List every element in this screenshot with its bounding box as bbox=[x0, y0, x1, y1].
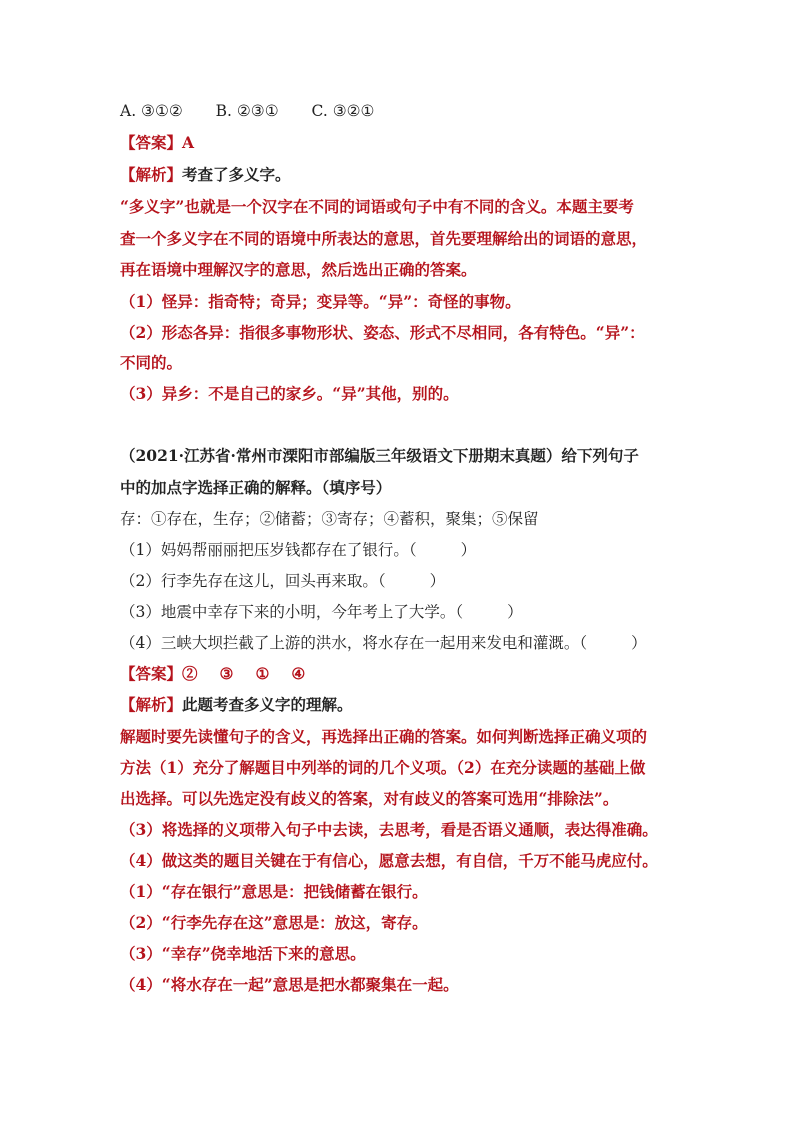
q2-item bbox=[120, 540, 476, 560]
q2-answer-row bbox=[120, 664, 305, 684]
q2-explanation-line: 解题时要先读懂句子的含义，再选择出正确的答案。如何判断选择正确义项的 bbox=[120, 727, 648, 746]
q2-explanation-line: 方法（1）充分了解题目中列举的词的几个义项。（2）在充分读题的基础上做 bbox=[120, 758, 646, 777]
q2-explanation-line: （1）“存在银行”意思是：把钱储蓄在银行。 bbox=[120, 882, 428, 901]
q1-options-row bbox=[120, 101, 374, 121]
q1-explanation-line: 再在语境中理解汉字的意思，然后选出正确的答案。 bbox=[120, 260, 477, 279]
q1-explanation-line: （1）怪异：指奇特；奇异；变异等。“异”：奇怪的事物。 bbox=[120, 292, 521, 311]
q2-explanation-line: （4）“将水存在一起”意思是把水都聚集在一起。 bbox=[120, 975, 459, 994]
option-c: C. ③②① bbox=[311, 102, 375, 120]
q2-stem-line: 中的加点字选择正确的解释。（填序号） bbox=[120, 478, 392, 497]
q1-explanation-line: 查一个多义字在不同的语境中所表达的意思，首先要理解给出的词语的意思， bbox=[120, 229, 648, 248]
answer-value: ① bbox=[255, 664, 270, 683]
option-b: B. ②③① bbox=[215, 102, 279, 120]
q2-item-text: （4）三峡大坝拦截了上游的洪水，将水存在一起用来发电和灌溉。（ bbox=[120, 634, 588, 652]
q2-item-text: （3）地震中幸存下来的小明，今年考上了大学。（ bbox=[120, 603, 464, 621]
q2-explanation-line: （3）将选择的义项带入句子中去读，去思考，看是否语义通顺，表达得准确。 bbox=[120, 820, 658, 839]
answer-value: ③ bbox=[219, 664, 234, 683]
close-paren: ） bbox=[460, 541, 477, 559]
q2-item-text: （1）妈妈帮丽丽把压岁钱都存在了银行。（ bbox=[120, 541, 417, 559]
answer-label: 【答案】 bbox=[120, 664, 183, 683]
q2-item bbox=[120, 602, 523, 622]
analysis-label: 【解析】 bbox=[120, 695, 183, 714]
q2-item-text: （2）行李先存在这儿，回头再来取。（ bbox=[120, 572, 386, 590]
q2-explanation-line: （4）做这类的题目关键在于有信心，愿意去想，有自信，千万不能马虎应付。 bbox=[120, 851, 658, 870]
answer-label: 【答案】 bbox=[120, 133, 183, 152]
q1-explanation-line: 不同的。 bbox=[120, 353, 183, 372]
q2-explanation-line: （2）“行李先存在这”意思是：放这，寄存。 bbox=[120, 913, 428, 932]
answer-value: A bbox=[182, 133, 195, 152]
q1-explanation-line: （2）形态各异：指很多事物形状、姿态、形式不尽相同，各有特色。“异”： bbox=[120, 323, 645, 342]
close-paren: ） bbox=[631, 634, 647, 652]
q2-item bbox=[120, 633, 647, 653]
q2-explanation-line: （3）“幸存”侥幸地活下来的意思。 bbox=[120, 944, 366, 963]
q2-analysis-row bbox=[120, 695, 353, 715]
q2-definitions: 存：①存在，生存；②储蓄；③寄存；④蓄积，聚集；⑤保留 bbox=[120, 510, 539, 528]
analysis-intro: 考查了多义字。 bbox=[182, 165, 291, 184]
q2-explanation-line: 出选择。可以先选定没有歧义的答案，对有歧义的答案可选用“排除法”。 bbox=[120, 789, 619, 808]
analysis-intro: 此题考查多义字的理解。 bbox=[182, 695, 353, 714]
answer-value: ② bbox=[182, 664, 198, 683]
q2-item bbox=[120, 571, 445, 591]
answer-value: ④ bbox=[291, 664, 306, 683]
analysis-label: 【解析】 bbox=[120, 165, 183, 184]
close-paren: ） bbox=[429, 572, 446, 590]
option-a: A. ③①② bbox=[120, 102, 183, 120]
q2-stem-line: （2021·江苏省·常州市溧阳市部编版三年级语文下册期末真题）给下列句子 bbox=[120, 446, 639, 465]
close-paren: ） bbox=[507, 603, 523, 621]
q1-analysis-row bbox=[120, 165, 291, 185]
q1-explanation-line: “多义字”也就是一个汉字在不同的词语或句子中有不同的含义。本题主要考 bbox=[120, 197, 634, 216]
q1-explanation-line: （3）异乡：不是自己的家乡。“异”其他，别的。 bbox=[120, 384, 459, 403]
q1-answer-row bbox=[120, 133, 194, 153]
